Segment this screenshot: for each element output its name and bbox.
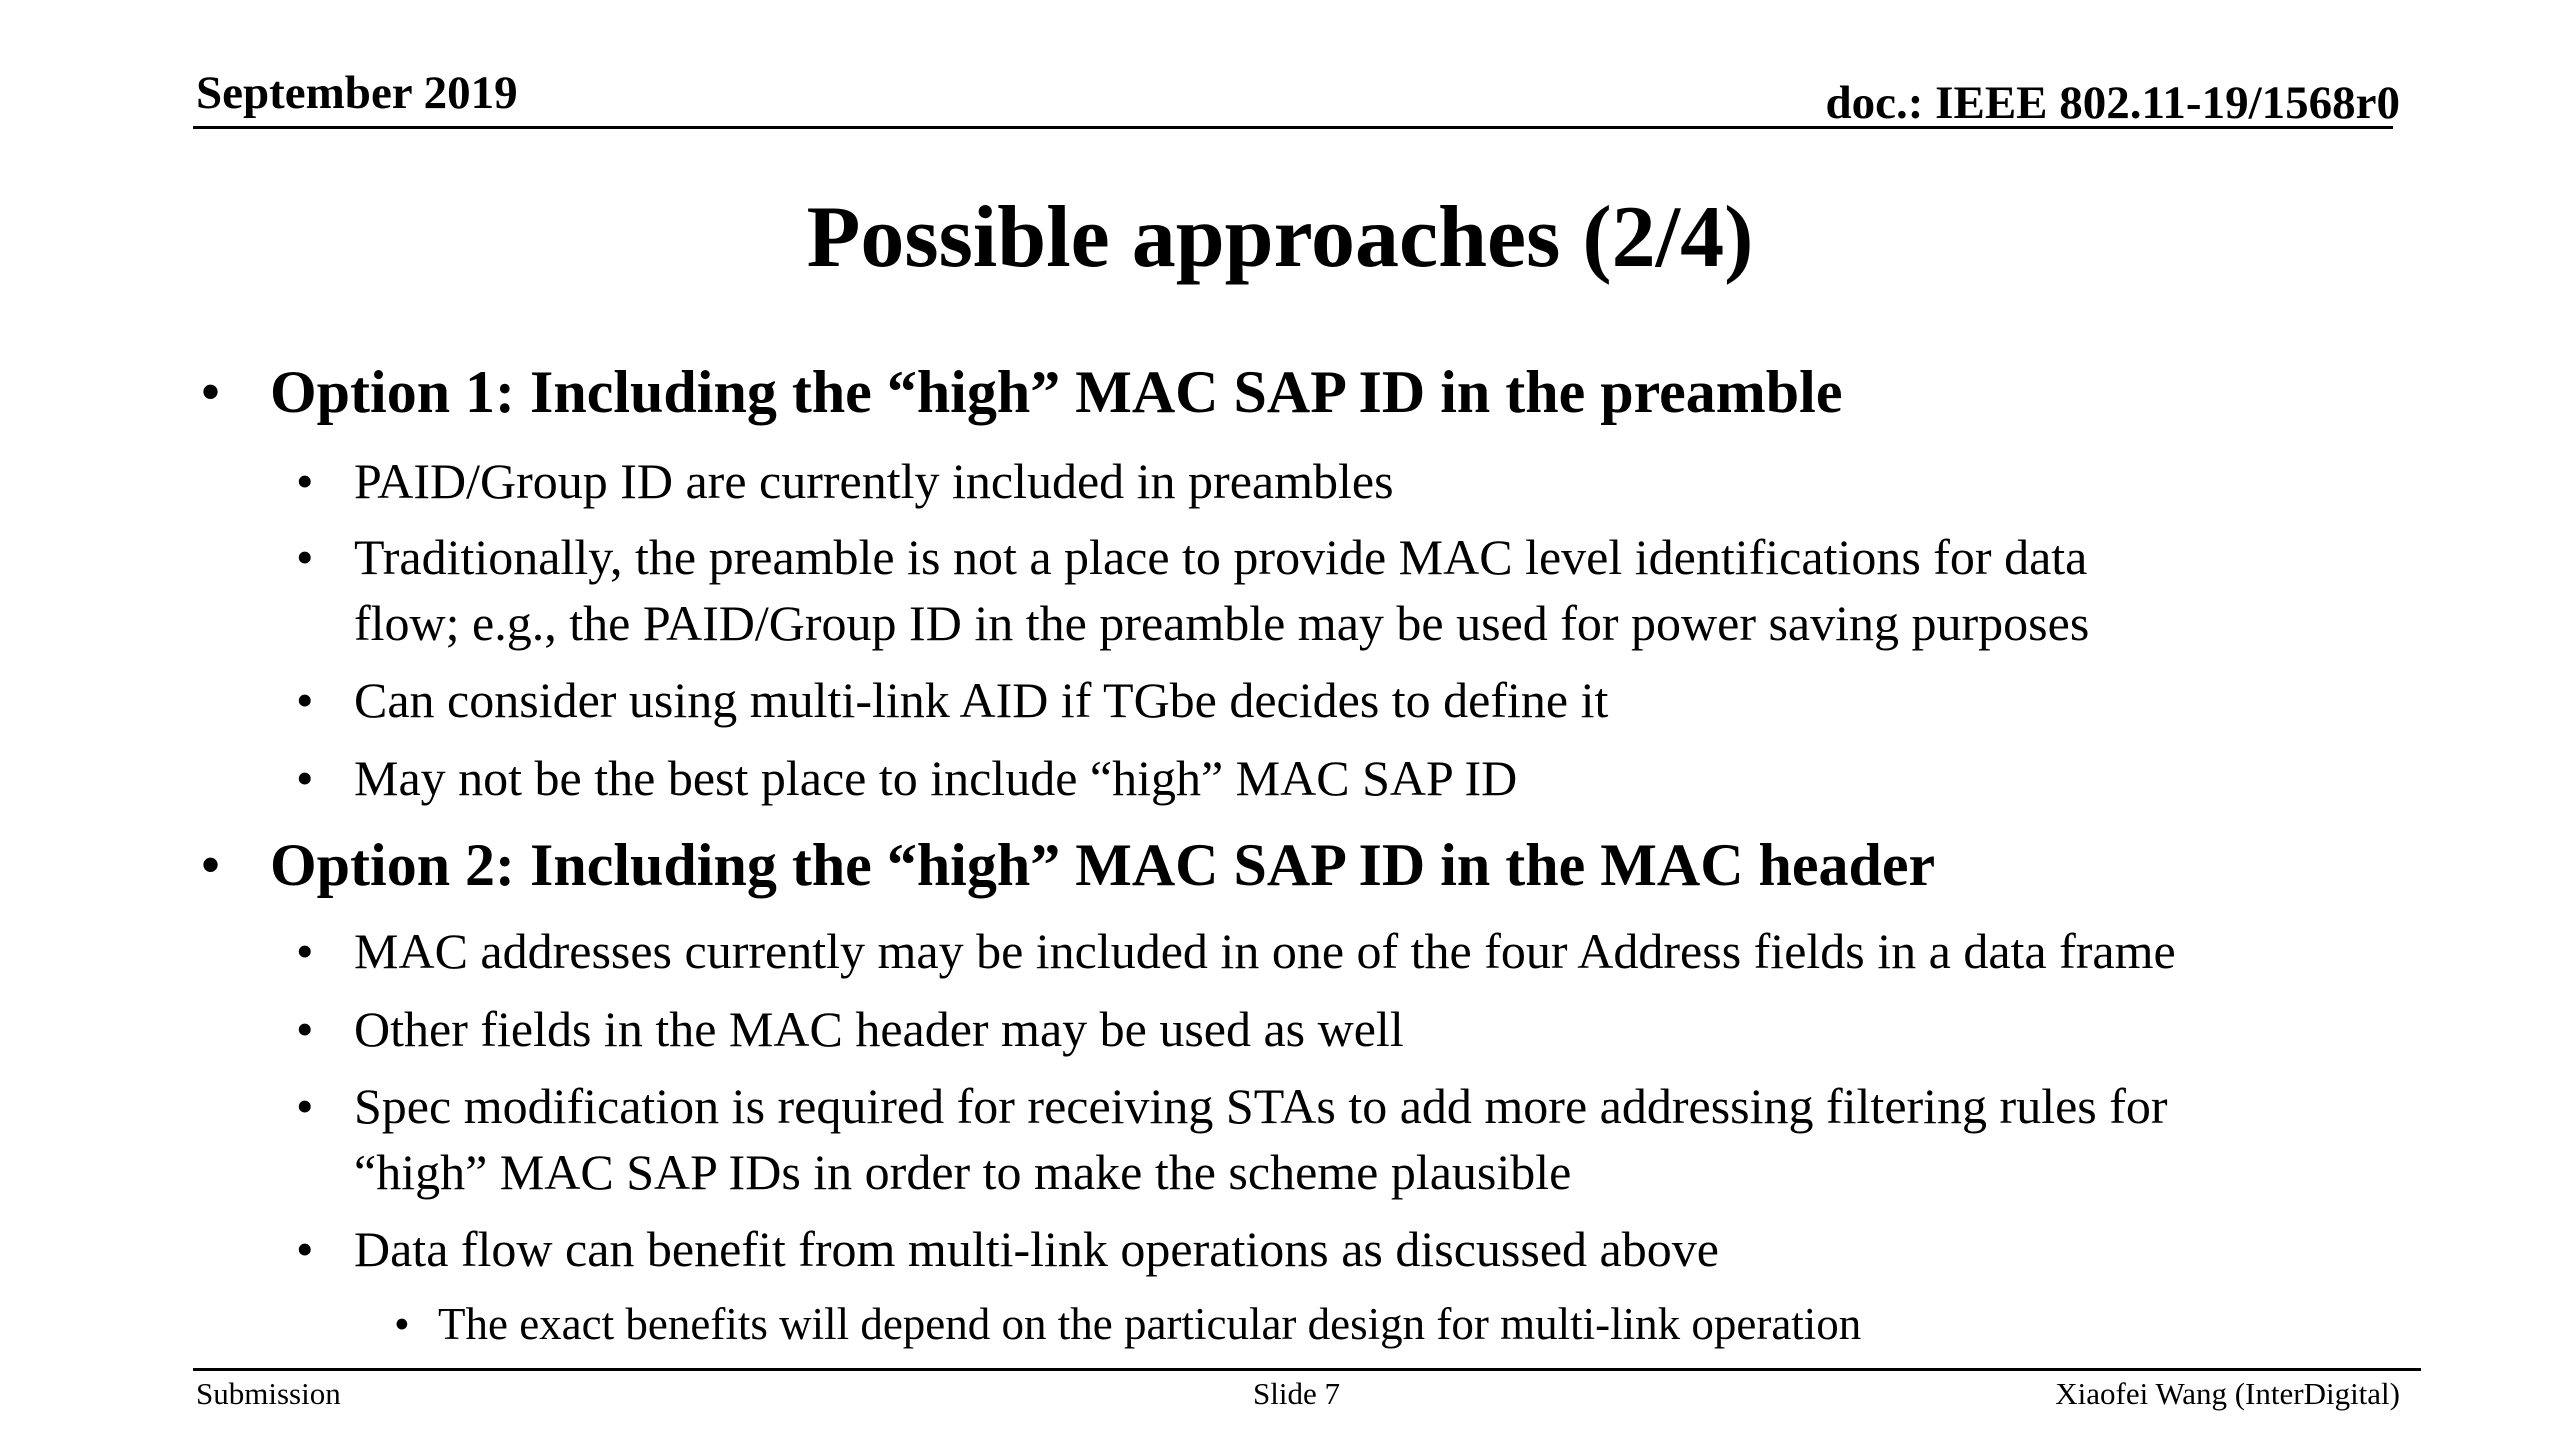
bullet-icon: • <box>296 923 314 979</box>
bullet-icon: • <box>296 529 314 585</box>
bullet-icon: • <box>394 1299 410 1349</box>
bullet-icon: • <box>296 672 314 728</box>
option-1-point <box>296 667 1609 733</box>
option-1-point <box>296 745 1518 811</box>
header-date: September 2019 <box>196 67 518 119</box>
point-text: “high” MAC SAP IDs in order to make the scheme plausible <box>354 1144 1572 1200</box>
point-text: Data flow can benefit from multi-link operations as discussed above <box>354 1221 1719 1277</box>
bullet-icon: • <box>200 359 222 425</box>
header-doc-number: doc.: IEEE 802.11-19/1568r0 <box>1825 77 2400 129</box>
bullet-icon: • <box>296 453 314 509</box>
point-text: MAC addresses currently may be included in one of the four Address fields in a data frame <box>354 923 2176 979</box>
option-2-point <box>296 996 1404 1062</box>
bullet-icon: • <box>296 1078 314 1134</box>
point-text: Spec modification is required for receiving STAs to add more addressing filtering rules for <box>354 1078 2168 1134</box>
option-2-subpoint <box>394 1299 1862 1349</box>
slide-title: Possible approaches (2/4) <box>806 189 1754 286</box>
footer-submission: Submission <box>196 1376 341 1411</box>
bullet-icon: • <box>200 832 222 898</box>
option-1-point <box>296 524 2088 590</box>
header-divider <box>193 126 2393 129</box>
footer-author: Xiaofei Wang (InterDigital) <box>2055 1376 2400 1411</box>
option-1-heading-text: Option 1: Including the “high” MAC SAP ID in the preamble <box>270 359 1843 425</box>
option-1-heading <box>200 359 1843 425</box>
option-1-point <box>296 448 1394 514</box>
point-text: Other fields in the MAC header may be used as well <box>354 1001 1404 1057</box>
option-1-point-continuation <box>354 590 2089 656</box>
footer-slide-number: Slide 7 <box>1253 1376 1340 1411</box>
bullet-icon: • <box>296 1001 314 1057</box>
bullet-icon: • <box>296 750 314 806</box>
point-text: May not be the best place to include “high” MAC SAP ID <box>354 750 1518 806</box>
point-text: Can consider using multi-link AID if TGbe decides to define it <box>354 672 1609 728</box>
point-text: flow; e.g., the PAID/Group ID in the preamble may be used for power saving purposes <box>354 595 2090 651</box>
option-2-point <box>296 918 2176 984</box>
option-2-heading-text: Option 2: Including the “high” MAC SAP ID in the MAC header <box>270 832 1936 898</box>
option-2-point-continuation <box>354 1139 1571 1205</box>
footer-divider <box>193 1368 2421 1371</box>
subpoint-text: The exact benefits will depend on the particular design for multi-link operation <box>438 1299 1862 1349</box>
point-text: PAID/Group ID are currently included in preambles <box>354 453 1394 509</box>
point-text: Traditionally, the preamble is not a place to provide MAC level identifications for data <box>354 529 2088 585</box>
bullet-icon: • <box>296 1221 314 1277</box>
option-2-point <box>296 1216 1719 1282</box>
option-2-heading <box>200 832 1936 898</box>
option-2-point <box>296 1073 2168 1139</box>
